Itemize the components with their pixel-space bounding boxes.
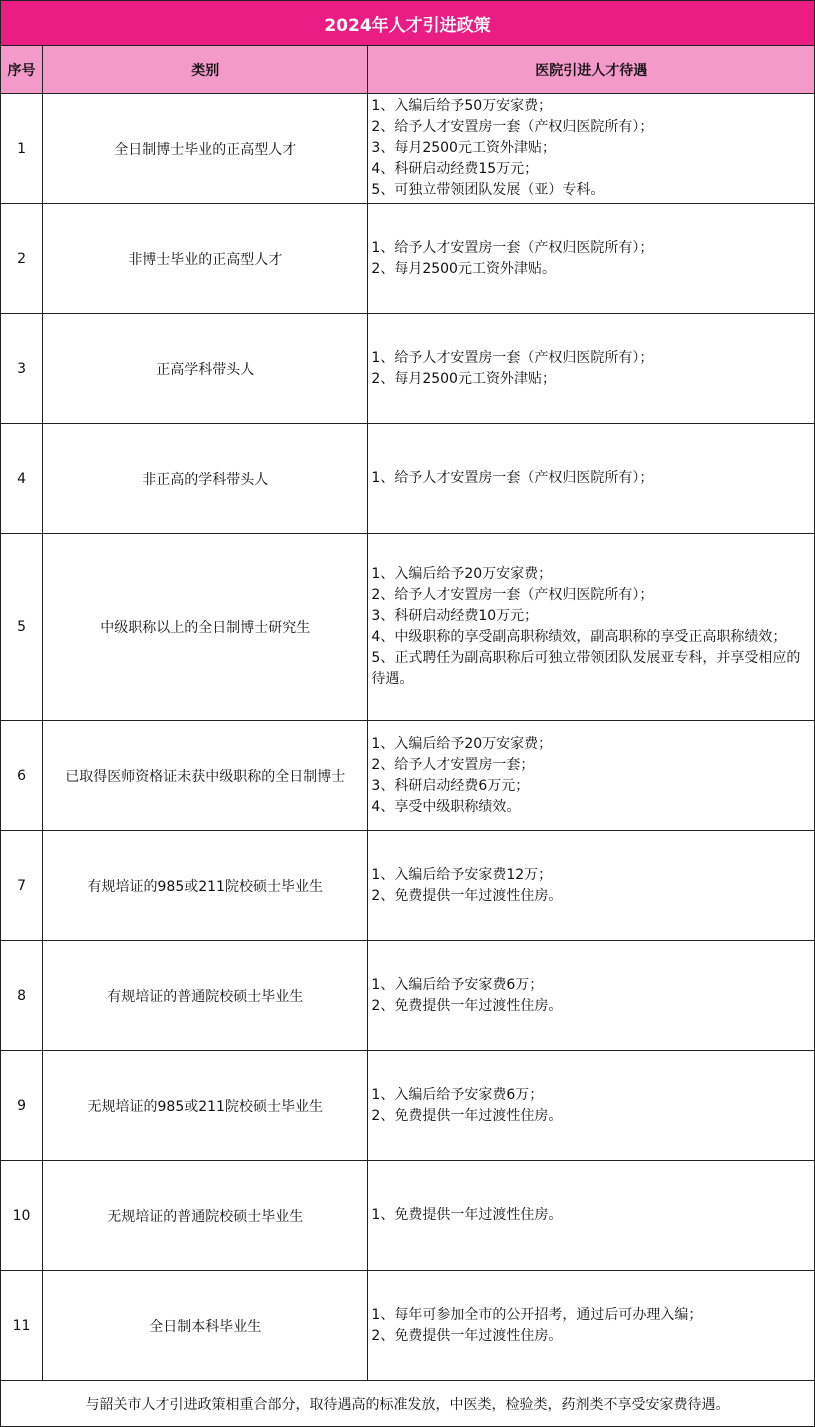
row-number: 10: [1, 1161, 43, 1271]
benefit-line: 2、免费提供一年过渡性住房。: [371, 1107, 563, 1124]
table-row: [1, 1271, 815, 1381]
row-benefits: [368, 721, 815, 831]
row-number: 7: [1, 831, 43, 941]
table-row: [1, 831, 815, 941]
table-row: [1, 941, 815, 1051]
row-benefits: [368, 424, 815, 534]
row-number: 6: [1, 721, 43, 831]
row-benefits: [368, 1051, 815, 1161]
benefit-line: 1、入编后给予安家费12万；: [371, 866, 553, 883]
benefit-line: 1、给予人才安置房一套（产权归医院所有）；: [371, 349, 654, 366]
row-category: 正高学科带头人: [43, 314, 368, 424]
row-number: 4: [1, 424, 43, 534]
row-category: 非博士毕业的正高型人才: [43, 204, 368, 314]
table-row: [1, 314, 815, 424]
benefit-line: 4、享受中级职称绩效。: [371, 798, 521, 815]
row-benefits: [368, 534, 815, 721]
row-number: 5: [1, 534, 43, 721]
benefit-line: 2、给予人才安置房一套；: [371, 756, 535, 773]
benefit-line: 2、每月2500元工资外津贴。: [371, 260, 556, 277]
benefit-line: 1、给予人才安置房一套（产权归医院所有）；: [371, 239, 654, 256]
row-number: 8: [1, 941, 43, 1051]
benefit-line: 4、中级职称的享受副高职称绩效，副高职称的享受正高职称绩效；: [371, 629, 787, 645]
row-benefits: [368, 831, 815, 941]
row-number: 11: [1, 1271, 43, 1381]
row-benefits: [368, 314, 815, 424]
header-benefits: 医院引进人才待遇: [368, 46, 815, 94]
row-category: 无规培证的普通院校硕士毕业生: [43, 1161, 368, 1271]
row-benefits: [368, 941, 815, 1051]
row-number: 2: [1, 204, 43, 314]
row-category: 中级职称以上的全日制博士研究生: [43, 534, 368, 721]
header-category: 类别: [43, 46, 368, 94]
row-category: 已取得医师资格证未获中级职称的全日制博士: [43, 721, 368, 831]
row-category: 无规培证的985或211院校硕士毕业生: [43, 1051, 368, 1161]
row-number: 1: [1, 94, 43, 204]
benefit-line: 2、免费提供一年过渡性住房。: [371, 887, 563, 904]
row-category: 全日制本科毕业生: [43, 1271, 368, 1381]
row-benefits: [368, 1271, 815, 1381]
header-row: [1, 46, 815, 94]
table-row: [1, 534, 815, 721]
row-category: 有规培证的普通院校硕士毕业生: [43, 941, 368, 1051]
benefit-line: 3、科研启动经费6万元；: [371, 777, 530, 794]
row-benefits: [368, 204, 815, 314]
benefit-line: 4、科研启动经费15万元；: [371, 161, 539, 177]
benefit-line: 3、每月2500元工资外津贴；: [371, 140, 556, 156]
note-row: [1, 1381, 815, 1427]
row-benefits: [368, 1161, 815, 1271]
benefit-line: 3、科研启动经费10万元；: [371, 608, 539, 624]
benefit-line: 2、每月2500元工资外津贴；: [371, 370, 556, 387]
table-row: [1, 721, 815, 831]
row-benefits: [368, 94, 815, 204]
title-row: [1, 1, 815, 46]
table-row: [1, 94, 815, 204]
benefit-line: 5、正式聘任为副高职称后可独立带领团队发展亚专科，并享受相应的待遇。: [371, 650, 801, 687]
table-row: [1, 424, 815, 534]
row-category: 非正高的学科带头人: [43, 424, 368, 534]
benefit-line: 2、给予人才安置房一套（产权归医院所有）；: [371, 587, 654, 603]
benefit-line: 5、可独立带领团队发展（亚）专科。: [371, 182, 605, 198]
benefit-line: 1、入编后给予20万安家费；: [371, 566, 553, 582]
table-row: [1, 204, 815, 314]
benefit-line: 1、免费提供一年过渡性住房。: [371, 1207, 563, 1223]
benefit-line: 2、免费提供一年过渡性住房。: [371, 1327, 563, 1344]
row-number: 3: [1, 314, 43, 424]
benefit-line: 1、入编后给予50万安家费；: [371, 98, 553, 114]
benefit-line: 1、入编后给予20万安家费；: [371, 735, 553, 752]
row-category: 全日制博士毕业的正高型人才: [43, 94, 368, 204]
row-category: 有规培证的985或211院校硕士毕业生: [43, 831, 368, 941]
benefit-line: 1、给予人才安置房一套（产权归医院所有）；: [371, 470, 654, 486]
row-number: 9: [1, 1051, 43, 1161]
table-row: [1, 1161, 815, 1271]
header-no: 序号: [1, 46, 43, 94]
benefit-line: 2、免费提供一年过渡性住房。: [371, 997, 563, 1014]
benefit-line: 1、每年可参加全市的公开招考，通过后可办理入编；: [371, 1306, 703, 1323]
footnote: 与韶关市人才引进政策相重合部分，取待遇高的标准发放，中医类，检验类，药剂类不享受安家费待遇。: [1, 1381, 815, 1427]
benefit-line: 1、入编后给予安家费6万；: [371, 976, 544, 993]
benefit-line: 2、给予人才安置房一套（产权归医院所有）；: [371, 119, 654, 135]
table-row: [1, 1051, 815, 1161]
table-title: 2024年人才引进政策: [1, 1, 815, 46]
benefit-line: 1、入编后给予安家费6万；: [371, 1086, 544, 1103]
